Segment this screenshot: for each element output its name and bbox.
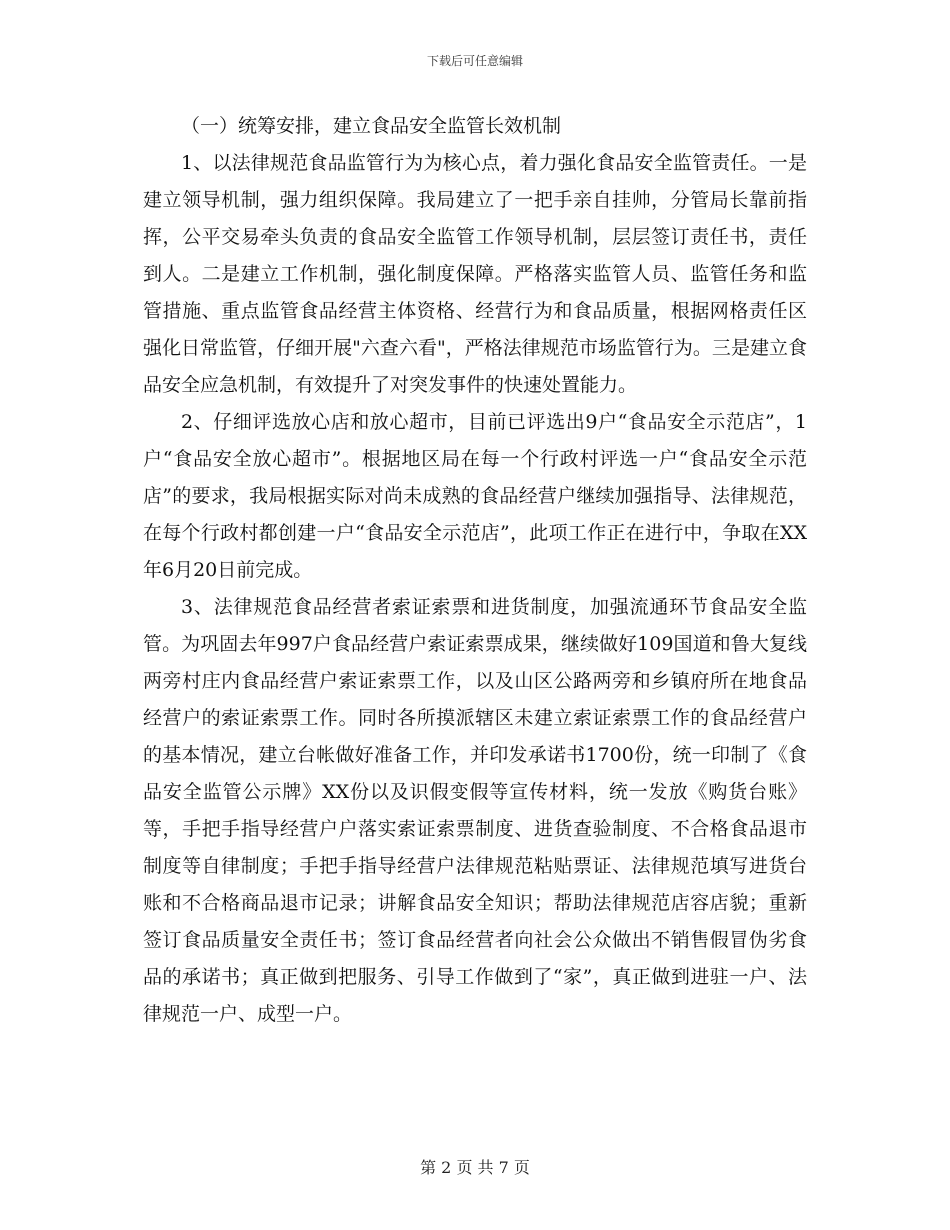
paragraph-1: 1、以法律规范食品监管行为为核心点，着力强化食品安全监管责任。一是建立领导机制，强力组织保障。我局建立了一把手亲自挂帅，分管局长靠前指挥，公平交易牵头负责的食品安全监管工作领导机制，层层签订责任书，责任到人。二是建立工作机制，强化制度保障。严格落实监管人员、监管任务和监管措施、重点监管食品经营主体资格、经营行为和食品质量，根据网格责任区强化日常监管，仔细开展"六查六看"，严格法律规范市场监管行为。三是建立食品安全应急机制，有效提升了对突发事件的快速处置能力。 bbox=[143, 152, 807, 396]
page-number-footer: 第 2 页 共 7 页 bbox=[420, 1158, 530, 1177]
paragraph-2: 2、仔细评选放心店和放心超市，目前已评选出9户“食品安全示范店”，1户“食品安全放心超市”。根据地区局在每一个行政村评选一户“食品安全示范店”的要求，我局根据实际对尚未成熟的食品经营户继续加强指导、法律规范，在每个行政村都创建一户“食品安全示范店”，此项工作正在进行中，争取在XX年6月20日前完成。 bbox=[143, 411, 807, 581]
section-title: （一）统筹安排，建立食品安全监管长效机制 bbox=[181, 115, 562, 137]
page-header: 下载后可任意编辑 bbox=[426, 54, 523, 68]
document-body bbox=[143, 108, 807, 1033]
paragraph-3: 3、法律规范食品经营者索证索票和进货制度，加强流通环节食品安全监管。为巩固去年997户食品经营户索证索票成果，继续做好109国道和鲁大复线两旁村庄内食品经营户索证索票工作，以及山区公路两旁和乡镇府所在地食品经营户的索证索票工作。同时各所摸派辖区未建立索证索票工作的食品经营户的基本情况，建立台帐做好准备工作，并印发承诺书1700份，统一印制了《食品安全监管公示牌》XX份以及识假变假等宣传材料，统一发放《购货台账》等，手把手指导经营户户落实索证索票制度、进货查验制度、不合格食品退市制度等自律制度；手把手指导经营户法律规范粘贴票证、法律规范填写进货台账和不合格商品退市记录；讲解食品安全知识；帮助法律规范店容店貌；重新签订食品质量安全责任书；签订食品经营者向社会公众做出不销售假冒伪劣食品的承诺书；真正做到把服务、引导工作做到了“家”，真正做到进驻一户、法律规范一户、成型一户。 bbox=[143, 596, 807, 1025]
